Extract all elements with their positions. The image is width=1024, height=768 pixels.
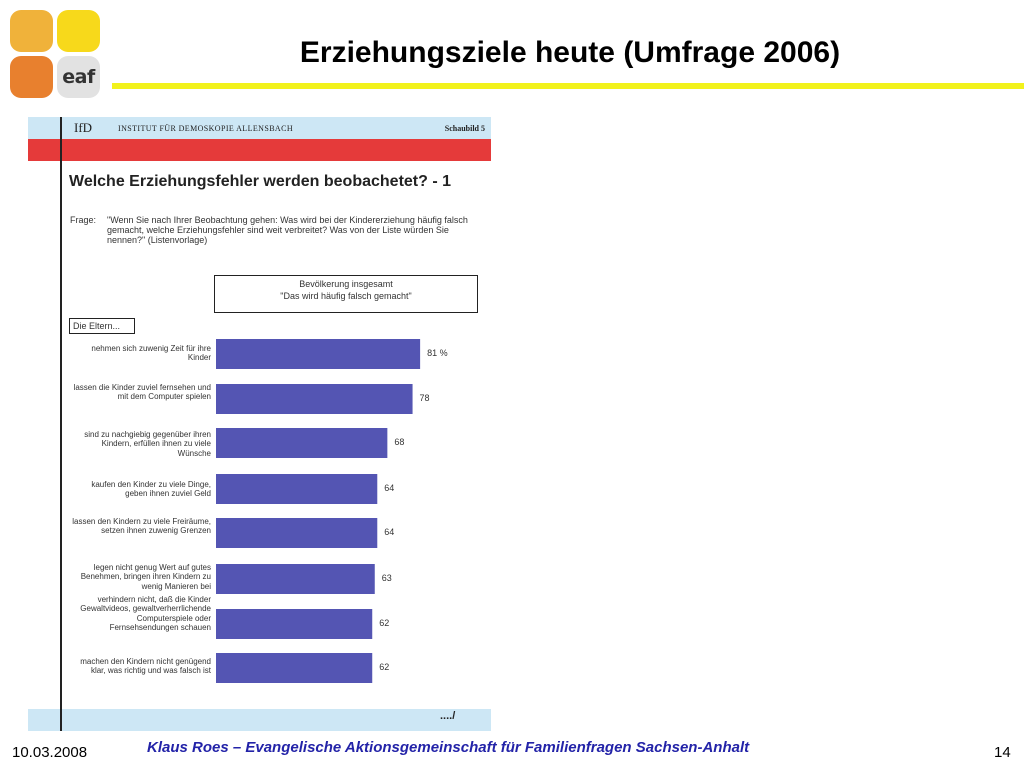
logo-square-grey — [57, 56, 100, 98]
bar-value-label: 64 — [384, 483, 395, 493]
eaf-logo — [10, 10, 102, 98]
bar-5 — [216, 518, 377, 548]
bar-value-label: 63 — [381, 573, 392, 583]
bar-4 — [216, 474, 377, 504]
bar-value-label: 78 — [419, 393, 430, 403]
continued-marker: ..../ — [440, 710, 456, 722]
question-label: Frage: — [70, 215, 97, 225]
chart-title: Welche Erziehungsfehler werden beobachetet? - 1 — [69, 173, 452, 190]
category-label: verhindern nicht, daß die Kinder Gewaltvideos, gewaltverherrlichende Computerspiele oder Fernsehsendungen schauen — [80, 595, 211, 633]
basis-line-1: Bevölkerung insgesamt — [299, 279, 393, 289]
footer-page-number: 14 — [994, 744, 1011, 761]
bar-chart — [28, 117, 491, 731]
category-label: nehmen sich zuwenig Zeit für ihre Kinder — [91, 344, 211, 363]
footer-date: 10.03.2008 — [12, 744, 88, 761]
survey-figure — [28, 117, 491, 731]
logo-square-yellow — [57, 10, 100, 52]
bar-value-label: 81 % — [427, 348, 448, 358]
subject-box: Die Eltern... — [69, 318, 135, 334]
bar-value-label: 62 — [379, 618, 390, 628]
bar-6 — [216, 564, 375, 594]
bar-2 — [216, 384, 413, 414]
logo-square-darkorange — [10, 56, 53, 98]
category-label: sind zu nachgiebig gegenüber ihren Kindern, erfüllen ihnen zu viele Wünsche — [84, 430, 211, 458]
basis-line-2: "Das wird häufig falsch gemacht" — [280, 291, 412, 301]
bar-value-label: 64 — [384, 527, 395, 537]
category-label: lassen den Kindern zu viele Freiräume, setzen ihnen zuwenig Grenzen — [72, 517, 211, 536]
bar-3 — [216, 428, 387, 458]
category-label: legen nicht genug Wert auf gutes Benehmen, bringen ihren Kindern zu wenig Manieren bei — [80, 563, 211, 591]
question-text: "Wenn Sie nach Ihrer Beobachtung gehen: Was wird bei der Kindererziehung häufig falsch gemacht, welche Erziehungsfehler sind weit verbreitet? Was von der Liste würden Sie nennen?" (Listenvorlage) — [107, 215, 468, 245]
institute-name: INSTITUT FÜR DEMOSKOPIE ALLENSBACH — [118, 124, 294, 133]
bar-value-label: 68 — [394, 437, 405, 447]
title-underline — [112, 83, 1024, 89]
bar-8 — [216, 653, 372, 683]
category-label: machen den Kindern nicht genügend klar, was richtig und was falsch ist — [80, 657, 211, 676]
footer-author: Klaus Roes – Evangelische Aktionsgemeinschaft für Familienfragen Sachsen-Anhalt — [147, 739, 750, 756]
logo-square-orange — [10, 10, 53, 52]
schaubild-number: Schaubild 5 — [444, 124, 485, 133]
bar-1 — [216, 339, 420, 369]
ifd-logo-text: IfD — [74, 120, 93, 135]
bar-7 — [216, 609, 372, 639]
category-label: lassen die Kinder zuviel fernsehen und mit dem Computer spielen — [73, 383, 211, 402]
category-label: kaufen den Kinder zu viele Dinge, geben ihnen zuviel Geld — [91, 480, 211, 499]
bar-value-label: 62 — [379, 662, 390, 672]
slide-title: Erziehungsziele heute (Umfrage 2006) — [299, 36, 841, 69]
logo-text: eaf — [62, 66, 95, 88]
